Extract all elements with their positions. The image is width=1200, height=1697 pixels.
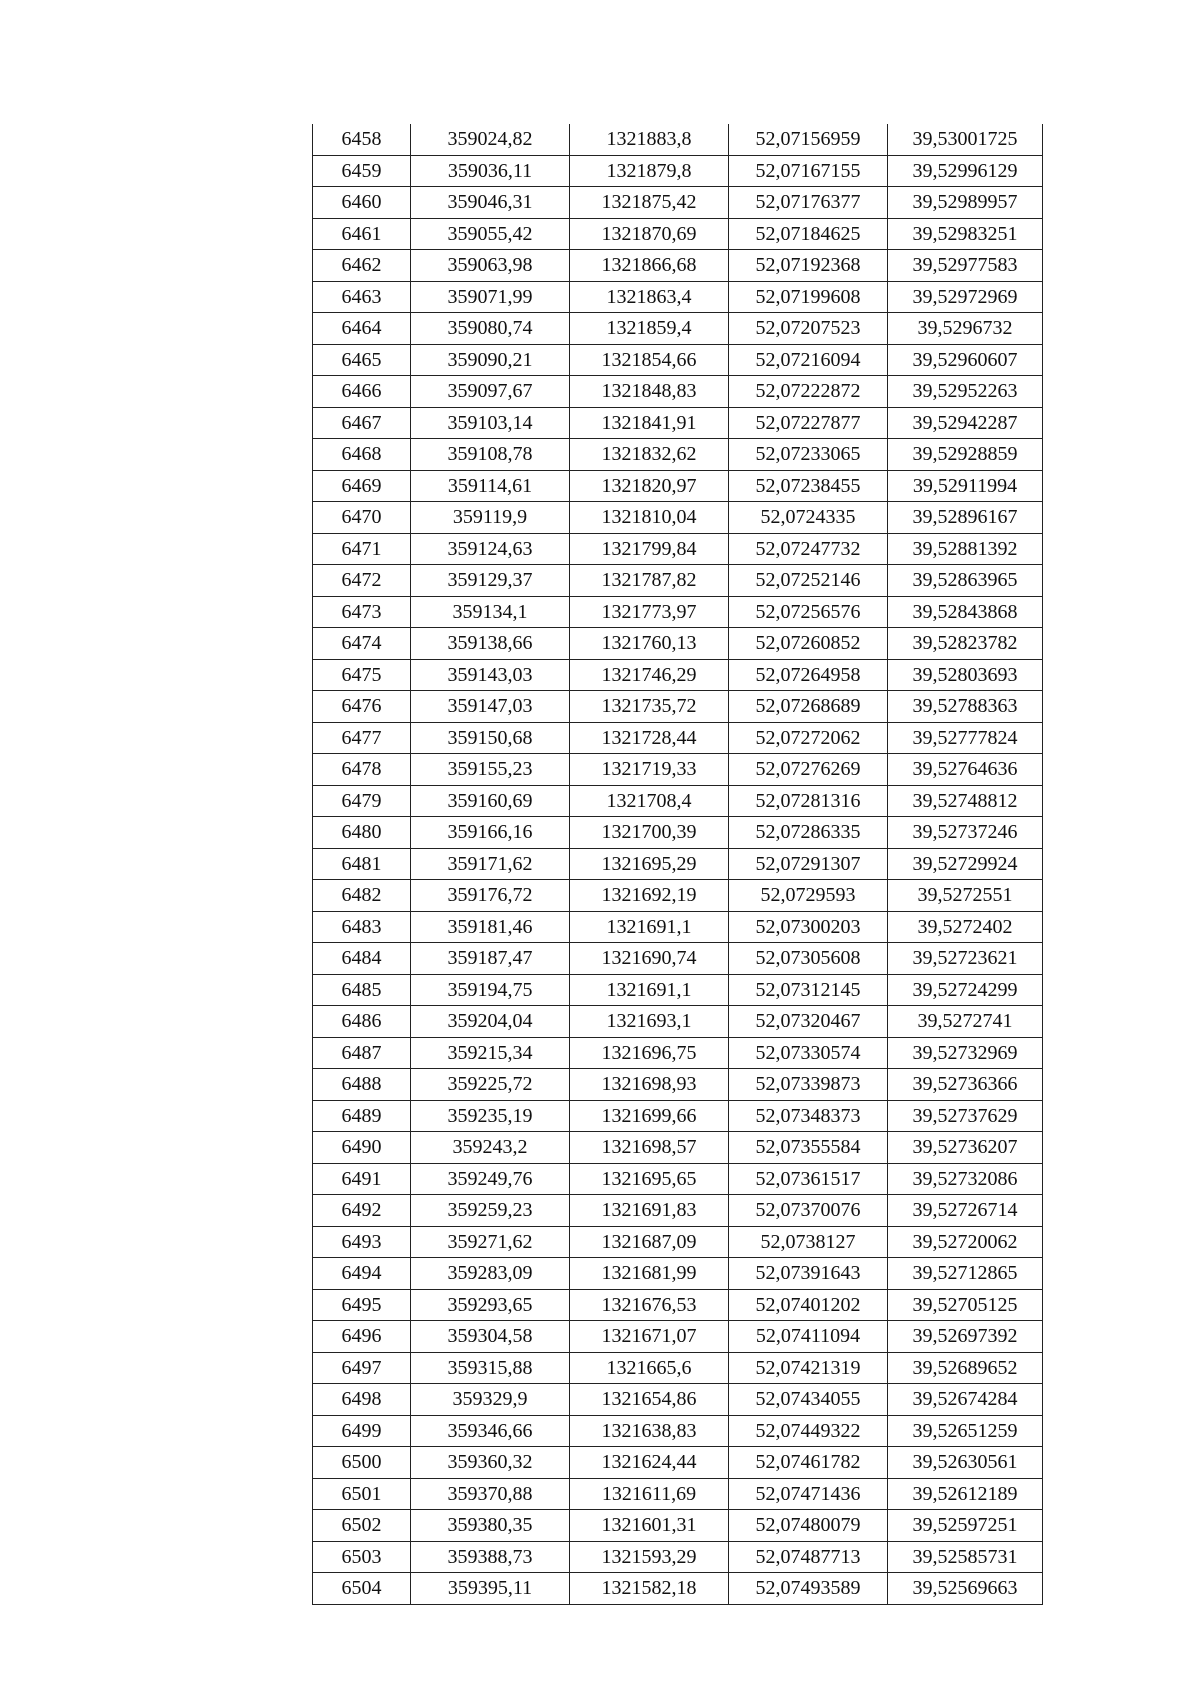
table-row xyxy=(313,1069,1043,1101)
coordinates-table xyxy=(312,124,1043,1605)
x-coordinate-cell: 359129,37 xyxy=(411,565,570,597)
x-coordinate-cell: 359124,63 xyxy=(411,533,570,565)
latitude-cell: 52,07449322 xyxy=(729,1415,888,1447)
table-row xyxy=(313,187,1043,219)
latitude-cell: 52,07156959 xyxy=(729,124,888,155)
y-coordinate-cell: 1321696,75 xyxy=(570,1037,729,1069)
longitude-cell: 39,52952263 xyxy=(888,376,1043,408)
point-number-cell: 6485 xyxy=(313,974,411,1006)
table-row xyxy=(313,502,1043,534)
longitude-cell: 39,52983251 xyxy=(888,218,1043,250)
x-coordinate-cell: 359194,75 xyxy=(411,974,570,1006)
latitude-cell: 52,07421319 xyxy=(729,1352,888,1384)
table-row xyxy=(313,754,1043,786)
table-row xyxy=(313,155,1043,187)
x-coordinate-cell: 359119,9 xyxy=(411,502,570,534)
longitude-cell: 39,52720062 xyxy=(888,1226,1043,1258)
y-coordinate-cell: 1321719,33 xyxy=(570,754,729,786)
longitude-cell: 39,52737629 xyxy=(888,1100,1043,1132)
x-coordinate-cell: 359108,78 xyxy=(411,439,570,471)
table-row xyxy=(313,1510,1043,1542)
latitude-cell: 52,07256576 xyxy=(729,596,888,628)
longitude-cell: 39,52724299 xyxy=(888,974,1043,1006)
y-coordinate-cell: 1321700,39 xyxy=(570,817,729,849)
x-coordinate-cell: 359329,9 xyxy=(411,1384,570,1416)
y-coordinate-cell: 1321863,4 xyxy=(570,281,729,313)
latitude-cell: 52,0724335 xyxy=(729,502,888,534)
latitude-cell: 52,07300203 xyxy=(729,911,888,943)
longitude-cell: 39,5272402 xyxy=(888,911,1043,943)
y-coordinate-cell: 1321691,1 xyxy=(570,911,729,943)
table-row xyxy=(313,1006,1043,1038)
y-coordinate-cell: 1321746,29 xyxy=(570,659,729,691)
longitude-cell: 39,52881392 xyxy=(888,533,1043,565)
table-row xyxy=(313,596,1043,628)
x-coordinate-cell: 359360,32 xyxy=(411,1447,570,1479)
table-row xyxy=(313,848,1043,880)
longitude-cell: 39,52960607 xyxy=(888,344,1043,376)
x-coordinate-cell: 359235,19 xyxy=(411,1100,570,1132)
table-row xyxy=(313,124,1043,155)
longitude-cell: 39,52712865 xyxy=(888,1258,1043,1290)
point-number-cell: 6473 xyxy=(313,596,411,628)
longitude-cell: 39,52996129 xyxy=(888,155,1043,187)
y-coordinate-cell: 1321870,69 xyxy=(570,218,729,250)
point-number-cell: 6486 xyxy=(313,1006,411,1038)
longitude-cell: 39,52788363 xyxy=(888,691,1043,723)
point-number-cell: 6491 xyxy=(313,1163,411,1195)
point-number-cell: 6497 xyxy=(313,1352,411,1384)
longitude-cell: 39,52726714 xyxy=(888,1195,1043,1227)
point-number-cell: 6490 xyxy=(313,1132,411,1164)
y-coordinate-cell: 1321676,53 xyxy=(570,1289,729,1321)
x-coordinate-cell: 359138,66 xyxy=(411,628,570,660)
point-number-cell: 6503 xyxy=(313,1541,411,1573)
y-coordinate-cell: 1321691,83 xyxy=(570,1195,729,1227)
x-coordinate-cell: 359204,04 xyxy=(411,1006,570,1038)
latitude-cell: 52,07252146 xyxy=(729,565,888,597)
point-number-cell: 6499 xyxy=(313,1415,411,1447)
latitude-cell: 52,07184625 xyxy=(729,218,888,250)
point-number-cell: 6474 xyxy=(313,628,411,660)
x-coordinate-cell: 359187,47 xyxy=(411,943,570,975)
table-row xyxy=(313,218,1043,250)
x-coordinate-cell: 359080,74 xyxy=(411,313,570,345)
x-coordinate-cell: 359071,99 xyxy=(411,281,570,313)
table-row xyxy=(313,691,1043,723)
latitude-cell: 52,07216094 xyxy=(729,344,888,376)
table-row xyxy=(313,1447,1043,1479)
y-coordinate-cell: 1321810,04 xyxy=(570,502,729,534)
y-coordinate-cell: 1321875,42 xyxy=(570,187,729,219)
x-coordinate-cell: 359304,58 xyxy=(411,1321,570,1353)
point-number-cell: 6484 xyxy=(313,943,411,975)
x-coordinate-cell: 359036,11 xyxy=(411,155,570,187)
x-coordinate-cell: 359046,31 xyxy=(411,187,570,219)
y-coordinate-cell: 1321879,8 xyxy=(570,155,729,187)
point-number-cell: 6496 xyxy=(313,1321,411,1353)
longitude-cell: 39,52989957 xyxy=(888,187,1043,219)
longitude-cell: 39,52697392 xyxy=(888,1321,1043,1353)
longitude-cell: 39,52863965 xyxy=(888,565,1043,597)
latitude-cell: 52,07222872 xyxy=(729,376,888,408)
x-coordinate-cell: 359370,88 xyxy=(411,1478,570,1510)
table-row xyxy=(313,974,1043,1006)
longitude-cell: 39,52737246 xyxy=(888,817,1043,849)
point-number-cell: 6468 xyxy=(313,439,411,471)
longitude-cell: 39,52612189 xyxy=(888,1478,1043,1510)
y-coordinate-cell: 1321695,29 xyxy=(570,848,729,880)
point-number-cell: 6494 xyxy=(313,1258,411,1290)
point-number-cell: 6493 xyxy=(313,1226,411,1258)
longitude-cell: 39,52736366 xyxy=(888,1069,1043,1101)
latitude-cell: 52,07233065 xyxy=(729,439,888,471)
x-coordinate-cell: 359166,16 xyxy=(411,817,570,849)
latitude-cell: 52,07199608 xyxy=(729,281,888,313)
longitude-cell: 39,52777824 xyxy=(888,722,1043,754)
longitude-cell: 39,52843868 xyxy=(888,596,1043,628)
latitude-cell: 52,07355584 xyxy=(729,1132,888,1164)
latitude-cell: 52,07480079 xyxy=(729,1510,888,1542)
y-coordinate-cell: 1321728,44 xyxy=(570,722,729,754)
y-coordinate-cell: 1321611,69 xyxy=(570,1478,729,1510)
point-number-cell: 6463 xyxy=(313,281,411,313)
x-coordinate-cell: 359388,73 xyxy=(411,1541,570,1573)
coordinates-table-body xyxy=(313,124,1043,1604)
x-coordinate-cell: 359090,21 xyxy=(411,344,570,376)
table-row xyxy=(313,817,1043,849)
latitude-cell: 52,07339873 xyxy=(729,1069,888,1101)
table-row xyxy=(313,1132,1043,1164)
table-row xyxy=(313,628,1043,660)
latitude-cell: 52,0729593 xyxy=(729,880,888,912)
longitude-cell: 39,52972969 xyxy=(888,281,1043,313)
y-coordinate-cell: 1321708,4 xyxy=(570,785,729,817)
longitude-cell: 39,52689652 xyxy=(888,1352,1043,1384)
x-coordinate-cell: 359055,42 xyxy=(411,218,570,250)
point-number-cell: 6464 xyxy=(313,313,411,345)
y-coordinate-cell: 1321624,44 xyxy=(570,1447,729,1479)
x-coordinate-cell: 359293,65 xyxy=(411,1289,570,1321)
y-coordinate-cell: 1321692,19 xyxy=(570,880,729,912)
y-coordinate-cell: 1321681,99 xyxy=(570,1258,729,1290)
y-coordinate-cell: 1321601,31 xyxy=(570,1510,729,1542)
longitude-cell: 39,52569663 xyxy=(888,1573,1043,1605)
latitude-cell: 52,07461782 xyxy=(729,1447,888,1479)
x-coordinate-cell: 359114,61 xyxy=(411,470,570,502)
longitude-cell: 39,52942287 xyxy=(888,407,1043,439)
longitude-cell: 39,52911994 xyxy=(888,470,1043,502)
y-coordinate-cell: 1321693,1 xyxy=(570,1006,729,1038)
latitude-cell: 52,0738127 xyxy=(729,1226,888,1258)
longitude-cell: 39,52597251 xyxy=(888,1510,1043,1542)
x-coordinate-cell: 359380,35 xyxy=(411,1510,570,1542)
point-number-cell: 6462 xyxy=(313,250,411,282)
table-row xyxy=(313,785,1043,817)
x-coordinate-cell: 359259,23 xyxy=(411,1195,570,1227)
latitude-cell: 52,07238455 xyxy=(729,470,888,502)
longitude-cell: 39,52732086 xyxy=(888,1163,1043,1195)
y-coordinate-cell: 1321866,68 xyxy=(570,250,729,282)
y-coordinate-cell: 1321665,6 xyxy=(570,1352,729,1384)
x-coordinate-cell: 359215,34 xyxy=(411,1037,570,1069)
point-number-cell: 6472 xyxy=(313,565,411,597)
latitude-cell: 52,07487713 xyxy=(729,1541,888,1573)
x-coordinate-cell: 359271,62 xyxy=(411,1226,570,1258)
table-row xyxy=(313,439,1043,471)
y-coordinate-cell: 1321760,13 xyxy=(570,628,729,660)
y-coordinate-cell: 1321582,18 xyxy=(570,1573,729,1605)
y-coordinate-cell: 1321854,66 xyxy=(570,344,729,376)
y-coordinate-cell: 1321848,83 xyxy=(570,376,729,408)
longitude-cell: 39,52977583 xyxy=(888,250,1043,282)
y-coordinate-cell: 1321841,91 xyxy=(570,407,729,439)
y-coordinate-cell: 1321859,4 xyxy=(570,313,729,345)
table-row xyxy=(313,470,1043,502)
longitude-cell: 39,52651259 xyxy=(888,1415,1043,1447)
table-row xyxy=(313,533,1043,565)
longitude-cell: 39,52585731 xyxy=(888,1541,1043,1573)
latitude-cell: 52,07268689 xyxy=(729,691,888,723)
latitude-cell: 52,07272062 xyxy=(729,722,888,754)
table-row xyxy=(313,659,1043,691)
y-coordinate-cell: 1321773,97 xyxy=(570,596,729,628)
table-row xyxy=(313,1478,1043,1510)
latitude-cell: 52,07320467 xyxy=(729,1006,888,1038)
y-coordinate-cell: 1321695,65 xyxy=(570,1163,729,1195)
point-number-cell: 6480 xyxy=(313,817,411,849)
point-number-cell: 6487 xyxy=(313,1037,411,1069)
longitude-cell: 39,52723621 xyxy=(888,943,1043,975)
x-coordinate-cell: 359181,46 xyxy=(411,911,570,943)
table-row xyxy=(313,344,1043,376)
longitude-cell: 39,52748812 xyxy=(888,785,1043,817)
latitude-cell: 52,07493589 xyxy=(729,1573,888,1605)
x-coordinate-cell: 359225,72 xyxy=(411,1069,570,1101)
longitude-cell: 39,52764636 xyxy=(888,754,1043,786)
x-coordinate-cell: 359171,62 xyxy=(411,848,570,880)
table-row xyxy=(313,1289,1043,1321)
point-number-cell: 6469 xyxy=(313,470,411,502)
table-row xyxy=(313,281,1043,313)
table-row xyxy=(313,1321,1043,1353)
latitude-cell: 52,07167155 xyxy=(729,155,888,187)
point-number-cell: 6459 xyxy=(313,155,411,187)
point-number-cell: 6467 xyxy=(313,407,411,439)
x-coordinate-cell: 359147,03 xyxy=(411,691,570,723)
longitude-cell: 39,52674284 xyxy=(888,1384,1043,1416)
point-number-cell: 6501 xyxy=(313,1478,411,1510)
point-number-cell: 6475 xyxy=(313,659,411,691)
table-row xyxy=(313,313,1043,345)
y-coordinate-cell: 1321883,8 xyxy=(570,124,729,155)
latitude-cell: 52,07434055 xyxy=(729,1384,888,1416)
table-row xyxy=(313,1258,1043,1290)
point-number-cell: 6502 xyxy=(313,1510,411,1542)
longitude-cell: 39,52705125 xyxy=(888,1289,1043,1321)
longitude-cell: 39,52736207 xyxy=(888,1132,1043,1164)
latitude-cell: 52,07281316 xyxy=(729,785,888,817)
point-number-cell: 6477 xyxy=(313,722,411,754)
table-row xyxy=(313,1352,1043,1384)
table-row xyxy=(313,1100,1043,1132)
y-coordinate-cell: 1321698,93 xyxy=(570,1069,729,1101)
longitude-cell: 39,52896167 xyxy=(888,502,1043,534)
point-number-cell: 6489 xyxy=(313,1100,411,1132)
table-row xyxy=(313,1163,1043,1195)
x-coordinate-cell: 359283,09 xyxy=(411,1258,570,1290)
latitude-cell: 52,07264958 xyxy=(729,659,888,691)
longitude-cell: 39,5296732 xyxy=(888,313,1043,345)
x-coordinate-cell: 359395,11 xyxy=(411,1573,570,1605)
point-number-cell: 6482 xyxy=(313,880,411,912)
latitude-cell: 52,07411094 xyxy=(729,1321,888,1353)
latitude-cell: 52,07361517 xyxy=(729,1163,888,1195)
table-row xyxy=(313,565,1043,597)
point-number-cell: 6492 xyxy=(313,1195,411,1227)
table-row xyxy=(313,1541,1043,1573)
table-row xyxy=(313,250,1043,282)
x-coordinate-cell: 359143,03 xyxy=(411,659,570,691)
table-row xyxy=(313,1415,1043,1447)
x-coordinate-cell: 359150,68 xyxy=(411,722,570,754)
y-coordinate-cell: 1321735,72 xyxy=(570,691,729,723)
table-row xyxy=(313,943,1043,975)
point-number-cell: 6478 xyxy=(313,754,411,786)
longitude-cell: 39,52928859 xyxy=(888,439,1043,471)
table-row xyxy=(313,1195,1043,1227)
latitude-cell: 52,07370076 xyxy=(729,1195,888,1227)
point-number-cell: 6470 xyxy=(313,502,411,534)
table-row xyxy=(313,722,1043,754)
latitude-cell: 52,07471436 xyxy=(729,1478,888,1510)
table-row xyxy=(313,1573,1043,1605)
point-number-cell: 6488 xyxy=(313,1069,411,1101)
y-coordinate-cell: 1321690,74 xyxy=(570,943,729,975)
latitude-cell: 52,07192368 xyxy=(729,250,888,282)
x-coordinate-cell: 359097,67 xyxy=(411,376,570,408)
point-number-cell: 6471 xyxy=(313,533,411,565)
table-row xyxy=(313,376,1043,408)
latitude-cell: 52,07286335 xyxy=(729,817,888,849)
longitude-cell: 39,53001725 xyxy=(888,124,1043,155)
x-coordinate-cell: 359176,72 xyxy=(411,880,570,912)
latitude-cell: 52,07227877 xyxy=(729,407,888,439)
point-number-cell: 6483 xyxy=(313,911,411,943)
table-row xyxy=(313,407,1043,439)
y-coordinate-cell: 1321698,57 xyxy=(570,1132,729,1164)
table-row xyxy=(313,1384,1043,1416)
latitude-cell: 52,07276269 xyxy=(729,754,888,786)
longitude-cell: 39,52823782 xyxy=(888,628,1043,660)
point-number-cell: 6466 xyxy=(313,376,411,408)
table-row xyxy=(313,911,1043,943)
x-coordinate-cell: 359155,23 xyxy=(411,754,570,786)
table-row xyxy=(313,1226,1043,1258)
y-coordinate-cell: 1321699,66 xyxy=(570,1100,729,1132)
x-coordinate-cell: 359103,14 xyxy=(411,407,570,439)
point-number-cell: 6481 xyxy=(313,848,411,880)
longitude-cell: 39,52729924 xyxy=(888,848,1043,880)
latitude-cell: 52,07207523 xyxy=(729,313,888,345)
latitude-cell: 52,07291307 xyxy=(729,848,888,880)
point-number-cell: 6498 xyxy=(313,1384,411,1416)
y-coordinate-cell: 1321593,29 xyxy=(570,1541,729,1573)
latitude-cell: 52,07260852 xyxy=(729,628,888,660)
longitude-cell: 39,52630561 xyxy=(888,1447,1043,1479)
point-number-cell: 6460 xyxy=(313,187,411,219)
table-row xyxy=(313,1037,1043,1069)
y-coordinate-cell: 1321687,09 xyxy=(570,1226,729,1258)
latitude-cell: 52,07176377 xyxy=(729,187,888,219)
y-coordinate-cell: 1321638,83 xyxy=(570,1415,729,1447)
latitude-cell: 52,07312145 xyxy=(729,974,888,1006)
y-coordinate-cell: 1321691,1 xyxy=(570,974,729,1006)
longitude-cell: 39,5272551 xyxy=(888,880,1043,912)
point-number-cell: 6476 xyxy=(313,691,411,723)
point-number-cell: 6504 xyxy=(313,1573,411,1605)
point-number-cell: 6500 xyxy=(313,1447,411,1479)
x-coordinate-cell: 359346,66 xyxy=(411,1415,570,1447)
y-coordinate-cell: 1321832,62 xyxy=(570,439,729,471)
y-coordinate-cell: 1321787,82 xyxy=(570,565,729,597)
y-coordinate-cell: 1321654,86 xyxy=(570,1384,729,1416)
x-coordinate-cell: 359160,69 xyxy=(411,785,570,817)
table-row xyxy=(313,880,1043,912)
x-coordinate-cell: 359063,98 xyxy=(411,250,570,282)
y-coordinate-cell: 1321799,84 xyxy=(570,533,729,565)
point-number-cell: 6479 xyxy=(313,785,411,817)
point-number-cell: 6495 xyxy=(313,1289,411,1321)
longitude-cell: 39,5272741 xyxy=(888,1006,1043,1038)
x-coordinate-cell: 359243,2 xyxy=(411,1132,570,1164)
latitude-cell: 52,07401202 xyxy=(729,1289,888,1321)
y-coordinate-cell: 1321820,97 xyxy=(570,470,729,502)
latitude-cell: 52,07391643 xyxy=(729,1258,888,1290)
x-coordinate-cell: 359024,82 xyxy=(411,124,570,155)
x-coordinate-cell: 359134,1 xyxy=(411,596,570,628)
latitude-cell: 52,07305608 xyxy=(729,943,888,975)
latitude-cell: 52,07247732 xyxy=(729,533,888,565)
point-number-cell: 6461 xyxy=(313,218,411,250)
longitude-cell: 39,52732969 xyxy=(888,1037,1043,1069)
x-coordinate-cell: 359315,88 xyxy=(411,1352,570,1384)
point-number-cell: 6465 xyxy=(313,344,411,376)
y-coordinate-cell: 1321671,07 xyxy=(570,1321,729,1353)
point-number-cell: 6458 xyxy=(313,124,411,155)
longitude-cell: 39,52803693 xyxy=(888,659,1043,691)
latitude-cell: 52,07330574 xyxy=(729,1037,888,1069)
latitude-cell: 52,07348373 xyxy=(729,1100,888,1132)
x-coordinate-cell: 359249,76 xyxy=(411,1163,570,1195)
